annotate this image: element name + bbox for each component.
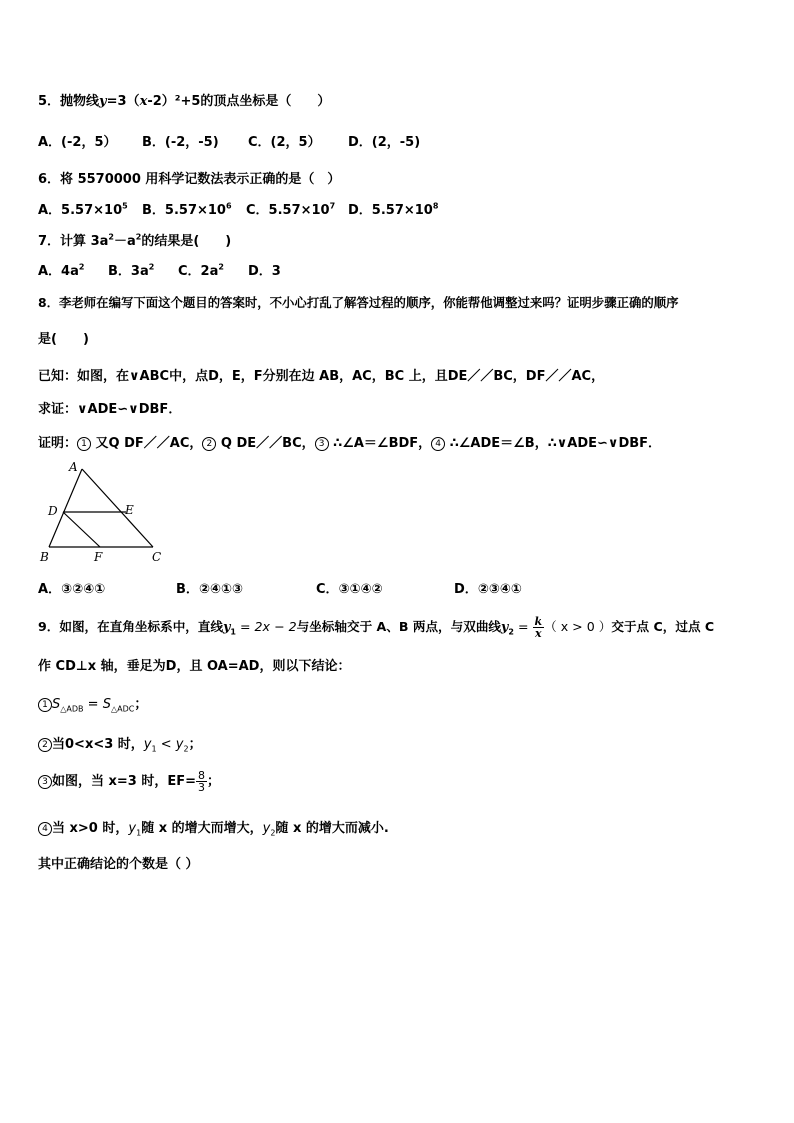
circle-3: 3 [38, 775, 52, 789]
label-c: C [152, 550, 162, 564]
segment-df [63, 512, 100, 547]
q8-given: 已知：如图，在∨ABC中，点D，E，F分别在边 AB，AC，BC 上，且DE／／BC，DF／／AC， [38, 369, 605, 384]
q8-option-c: C．③①④② [316, 582, 383, 597]
q8-prove: 求证：∨ADE∽∨DBF． [38, 402, 182, 417]
q9-conclusion-1: 1 $S_{\triangle ADB} = S_{\triangle ADC}$； [38, 693, 147, 714]
q7-options [38, 260, 281, 279]
circle-4: 4 [431, 437, 445, 451]
q9-stem-line2: 作 CD⊥x 轴，垂足为D，且 OA=AD，则以下结论： [38, 659, 351, 674]
circle-4: 4 [38, 822, 52, 836]
q7-option-d: D．3 [248, 264, 281, 279]
q5-option-d: D．(2，-5) [348, 135, 421, 150]
q8-option-a: A．③②④① [38, 582, 106, 597]
label-b: B [40, 550, 49, 564]
q9-conclusion-3: 3 如图，当 x=3 时，EF= $\frac{8}{3}$ ； [38, 770, 220, 793]
circle-2: 2 [202, 437, 216, 451]
q5-options [38, 131, 420, 150]
q9-question: 其中正确结论的个数是（ ） [38, 857, 199, 872]
q6-stem: 6．将 5570000 用科学记数法表示正确的是（ ） [38, 172, 341, 187]
circle-1: 1 [77, 437, 91, 451]
label-f: F [94, 550, 103, 564]
q5-option-a: A．(-2，5） [38, 135, 117, 150]
q7-option-c: C．$2a^2$ [178, 262, 224, 279]
label-d: D [48, 504, 58, 518]
q6-options [38, 199, 438, 218]
q6-option-b: B．$5.57\times 10^6$ [142, 201, 232, 218]
q6-option-d: D．$5.57\times 10^8$ [348, 201, 439, 218]
label-e: E [125, 503, 134, 517]
q5-option-b: B．(-2，-5) [142, 135, 219, 150]
q8-proof: 证明： 1 又Q DF／／AC， 2 Q DE／／BC， 3 ∴∠A＝∠BDF， 4 ∴∠ADE＝∠B，∴∨ADE∽∨DBF． [38, 436, 662, 451]
q8-option-b: B．②④①③ [176, 582, 243, 597]
q6-option-a: A．$5.57\times 10^5$ [38, 201, 128, 218]
q8-stem-line1: 8．李老师在编写下面这个题目的答案时，不小心打乱了解答过程的顺序，你能帮他调整过来吗？证明步骤正确的顺序 [38, 295, 679, 310]
q7-option-a: A．$4a^2$ [38, 262, 85, 279]
side-ac [82, 469, 153, 547]
q9-conclusion-4: 4 当 x>0 时，$y_1$随 x 的增大而增大，$y_2$随 x 的增大而减小. [38, 817, 389, 838]
k-over-x-fraction: $\frac{k}{x}$ [534, 615, 543, 640]
q9-conclusion-2: 2 当0<x<3 时，$y_1 < y_2$； [38, 733, 202, 754]
q5-option-c: C．(2，5） [248, 135, 321, 150]
q7-stem: 7．计算 $3a^2-a^2$的结果是( ) [38, 232, 232, 249]
eight-thirds-fraction: $\frac{8}{3}$ [198, 769, 206, 794]
label-a: A [69, 460, 78, 474]
q5-stem: 5．抛物线y=3（x-2）²+5的顶点坐标是（ ） [38, 94, 331, 109]
q7-option-b: B．$3a^2$ [108, 262, 155, 279]
q8-triangle-figure [36, 460, 176, 568]
q9-stem-line1: 9．如图，在直角坐标系中，直线$y_1 = 2x - 2$与坐标轴交于 A、B 两点，与双曲线$y_2$ = $\frac{k}{x}$ （ x > 0 ）交于点 C，过点 C [38, 615, 715, 640]
circle-1: 1 [38, 698, 52, 712]
q8-option-d: D．②③④① [454, 582, 522, 597]
q8-stem-line2: 是( ) [38, 332, 89, 347]
q6-option-c: C．$5.57\times 10^7$ [246, 201, 336, 218]
circle-2: 2 [38, 738, 52, 752]
circle-3: 3 [315, 437, 329, 451]
q8-options [38, 578, 522, 597]
